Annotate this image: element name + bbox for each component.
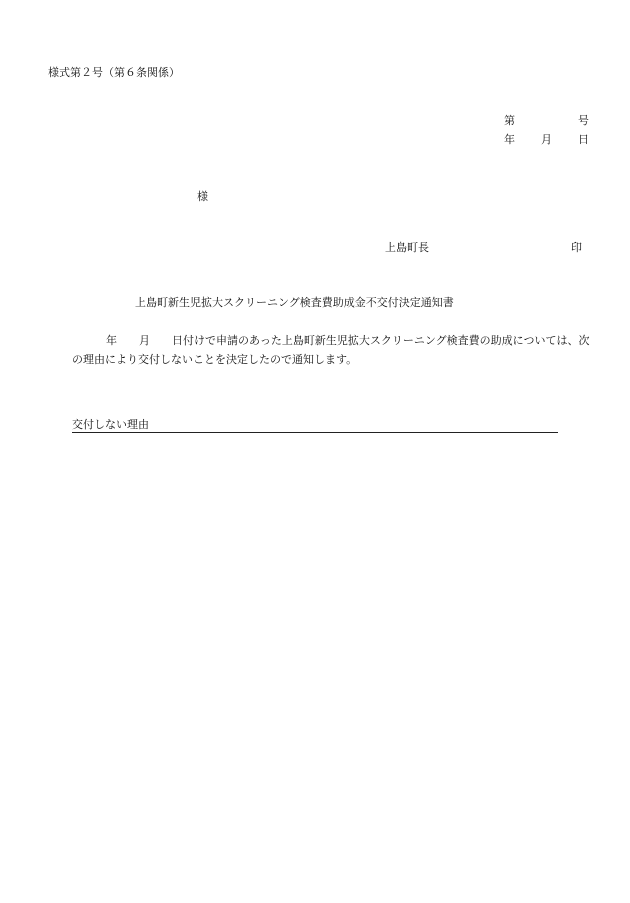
date-day: 日 [578,133,589,146]
issue-date [497,119,589,147]
reason-field [72,418,558,433]
date-year: 年 [504,133,515,146]
addressee-honorific: 様 [197,190,208,203]
date-month: 月 [541,133,552,146]
issuer-name: 上島町長 [385,241,429,254]
seal-mark: 印 [571,241,582,254]
reason-label: 交付しない理由 [72,418,149,431]
document-number-suffix: 号 [578,114,589,127]
document-title: 上島町新生児拡大スクリーニング検査費助成金不交付決定通知書 [135,296,454,309]
body-text: 年 月 日付けで申請のあった上島町新生児拡大スクリーニング検査費の助成については、次の理由により交付しないことを決定したので通知します。 [72,334,590,366]
document-number-prefix: 第 [504,114,515,127]
form-number: 様式第２号（第６条関係） [48,66,180,79]
